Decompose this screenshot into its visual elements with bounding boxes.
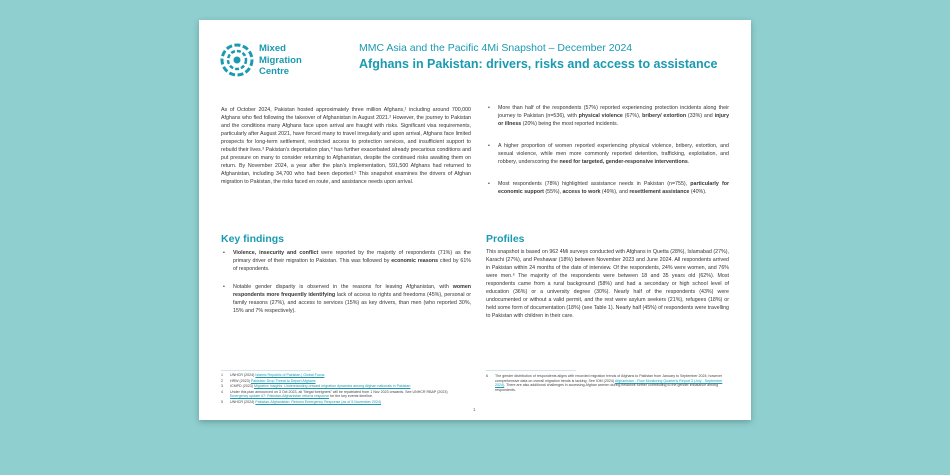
footnote-number: 1 bbox=[221, 373, 223, 377]
list-item bbox=[486, 142, 729, 166]
body-text: (33%) and bbox=[686, 113, 715, 119]
footnote-link[interactable]: Afghanistan - Flow Monitoring Quarterly Report 3 (July - September 2024) bbox=[495, 378, 723, 388]
footnote-link[interactable]: Pakistan: Drop Threat to Deport Afghans bbox=[250, 378, 316, 383]
footnote-link[interactable]: Pakistan-Afghanistan: Returns Emergency Response (as of 5 November 2024) bbox=[255, 399, 382, 404]
bold-text: Violence, insecurity and conflict bbox=[233, 250, 319, 256]
list-item bbox=[221, 283, 471, 315]
bold-text: bribery/ extortion bbox=[642, 113, 687, 119]
intro-text: As of October 2024, Pakistan hosted approximately three million Afghans,¹ including around 700,000 Afghans who fled following the takeover of Afghanistan in August 2021.² However, the journey to Pakistan and the conditions many Afghans face upon arrival are fraught with risks. Significant visa requirements, particularly after August 2021, have forced many to travel irregularly and upon arrival, Afghans face limited prospects for long-term settlement, restricted access to protection services, and insufficient support to rebuild their lives.³ Pakistan's deportation plan,⁴ has further exacerbated already precarious conditions and put pressure on many to consider returning to Afghanistan, despite the continued risks awaiting them on return. By November 2024, a year after the plan's implementation, 591,500 Afghans had returned to Afghanistan, including 34,700 who had been deported.⁵ This snapshot examines the drivers of Afghan migration to Pakistan, the risks faced en route, and assistance needs upon arrival. bbox=[221, 107, 471, 185]
footnote-divider bbox=[486, 370, 576, 371]
footnote-number: 6 bbox=[486, 374, 488, 378]
footnotes-left bbox=[221, 373, 461, 405]
body-text: cited by 61% of respondents. bbox=[233, 258, 471, 272]
bold-text: injury or illness bbox=[498, 113, 730, 127]
body-text: (40%). bbox=[689, 189, 707, 195]
right-findings-list bbox=[486, 104, 729, 196]
bold-text: resettlement assistance bbox=[629, 189, 690, 195]
footnote-text: HRW (2023) bbox=[230, 378, 251, 383]
bold-text: particularly for economic support bbox=[498, 181, 730, 195]
mmc-logo bbox=[219, 40, 329, 84]
bold-text: women respondents more frequently identifying bbox=[233, 284, 471, 298]
bullet-icon: • bbox=[488, 105, 490, 111]
footnotes-right bbox=[486, 374, 729, 392]
profiles-paragraph bbox=[486, 248, 729, 320]
footnote bbox=[221, 379, 461, 384]
body-text: (20%) being the most reported incidents. bbox=[521, 121, 619, 127]
footnote bbox=[221, 373, 461, 378]
logo-word-centre: Centre bbox=[259, 66, 290, 77]
profiles-heading: Profiles bbox=[486, 233, 525, 245]
body-text: lack of access to rights and freedoms (45%), personal or family reasons (27%), and access to services (15%) as key drivers, than men (who reported 30%, 15% and 7% respectively). bbox=[233, 292, 471, 314]
body-text: Most respondents (78%) highlighted assistance needs in Pakistan (n=755), bbox=[498, 181, 691, 187]
body-text: (55%), bbox=[543, 189, 563, 195]
footnote-number: 2 bbox=[221, 378, 223, 383]
report-subtitle: MMC Asia and the Pacific 4Mi Snapshot – December 2024 bbox=[359, 42, 633, 54]
footnote-text: The gender distribution of respondents aligns with recorded migration trends of Afghans to Pakistan from January to September 2024; however comprehensive data on overall migration trends is lacking. See IOM (2024) bbox=[495, 374, 723, 383]
footnote bbox=[221, 384, 461, 389]
bullet-icon: • bbox=[488, 181, 490, 187]
footnote bbox=[221, 390, 461, 399]
footnote-link[interactable]: Islamic Republic of Pakistan | Global Focus bbox=[255, 373, 325, 377]
list-item bbox=[221, 249, 471, 273]
body-text: More than half of the respondents (57%) reported experiencing protection incidents along their journey to Pakistan (n=536), with bbox=[498, 105, 729, 119]
intro-paragraph bbox=[221, 106, 471, 186]
bold-text: physical violence bbox=[578, 113, 623, 119]
mmc-globe-logo-icon bbox=[219, 42, 255, 78]
body-text: A higher proportion of women reported experiencing physical violence, bribery, extortion, and sexual violence, while men more commonly reported detention, trafficking, exploitation, and robbery, underscoring the bbox=[498, 143, 729, 165]
footnote-link[interactable]: Emergency update #7: Pakistan-Afghanistan returns response bbox=[230, 394, 330, 399]
bullet-icon: • bbox=[488, 143, 490, 149]
footnote-divider bbox=[221, 370, 311, 371]
footnote-text: UNHCR (2024) bbox=[230, 399, 256, 404]
profiles-text: This snapshot is based on 962 4Mi surveys conducted with Afghans in Quetta (28%), Islamabad (27%), Karachi (27%), and Peshawar (18%) between November 2023 and June 2024. All respondents arrived in Pakistan within 24 months of the date of interview. Of the respondents, 24% were women, and 76% were men.⁶ The majority of the respondents were between 18 and 35 years old (62%). Most respondents came from a rural background (58%) and had a secondary or high school level of education (36%) or a university degree (30%). Nearly half of the respondents (43%) were undocumented or without a valid permit, and the rest were asylum seekers (21%), refugees (18%) or held some form of documentation (18%) (see Table 1). Nearly half (45%) of respondents were travelling to Pakistan with children in their care. bbox=[486, 249, 729, 319]
logo-word-migration: Migration bbox=[259, 54, 302, 66]
footnote-number: 4 bbox=[221, 389, 223, 394]
key-findings-list bbox=[221, 249, 471, 315]
logo-wordmark bbox=[259, 43, 302, 78]
report-title: Afghans in Pakistan: drivers, risks and access to assistance bbox=[359, 57, 718, 71]
bullet-icon: • bbox=[223, 250, 225, 256]
footnote-number: 3 bbox=[221, 384, 223, 389]
key-findings-heading: Key findings bbox=[221, 233, 285, 245]
body-text: (67%), bbox=[622, 113, 643, 119]
logo-word-mixed: Mixed bbox=[259, 43, 286, 54]
body-text: (49%), and bbox=[600, 189, 630, 195]
list-item bbox=[486, 180, 729, 196]
bold-text: access to work bbox=[562, 189, 601, 195]
footnote-text: UNHCR (2024) bbox=[230, 373, 256, 377]
footnote bbox=[221, 400, 461, 405]
document-page bbox=[199, 20, 751, 420]
footnote-text: Under this plan announced on 3 Oct 2023, all "illegal foreigners" will be repatriated from 1 Nov 2023 onwards. See UNHCR RBAP (2023) bbox=[230, 389, 448, 394]
bold-text: need for targeted, gender-responsive interventions bbox=[559, 159, 688, 165]
list-item bbox=[486, 104, 729, 128]
footnote-text: ICMPD (2023) bbox=[230, 384, 254, 389]
footnote-number: 5 bbox=[221, 399, 223, 404]
body-text: were reported by the majority of respondents (71%) as the primary driver of their migration to Pakistan. This was followed by bbox=[233, 250, 471, 264]
footnote-link[interactable]: Migration Insights: Understanding onward migration dynamics among Afghan nationals in Pakistan bbox=[253, 384, 411, 389]
footnote bbox=[486, 374, 729, 392]
bullet-icon: • bbox=[223, 284, 225, 290]
body-text: Notable gender disparity is observed in the reasons for leaving Afghanistan, with bbox=[233, 284, 453, 290]
body-text: . bbox=[687, 159, 690, 165]
footnote-text: for the key events timeline. bbox=[329, 394, 373, 399]
footnote-text: . There are also additional challenges in accessing Afghan women during fieldwork further contributing to the gender imbalance among respondents. bbox=[495, 383, 719, 392]
bold-text: economic reasons bbox=[391, 258, 439, 264]
page-number: 1 bbox=[473, 407, 476, 412]
